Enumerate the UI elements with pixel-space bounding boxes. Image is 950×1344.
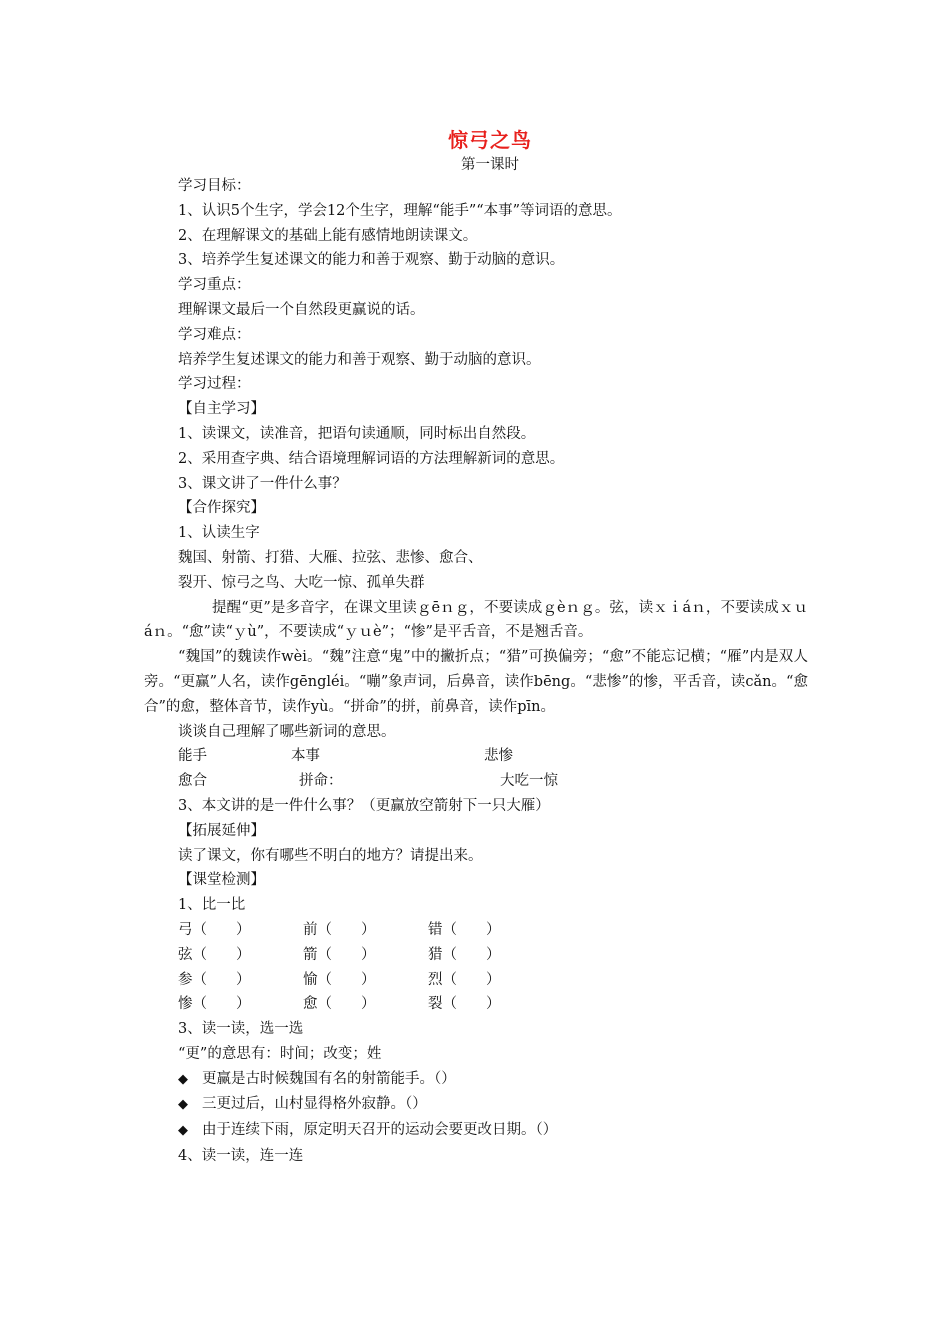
self-study-item: 2、采用查字典、结合语境理解词语的方法理解新词的意思。 [178,450,565,467]
key-point: 理解课文最后一个自然段更赢说的话。 [178,301,425,318]
compare-cell: 箭（ ） [303,946,376,963]
diamond-bullet-icon: ◆ [178,1071,188,1087]
section-heading: 学习重点： [178,277,251,294]
coop-item: 1、认读生字 [178,525,260,542]
compare-row [144,918,808,943]
choice-text: 更赢是古时候魏国有名的射箭能手。（） [202,1070,456,1087]
exercise-heading: 4、读一读，连一连 [178,1148,304,1165]
document-body [144,174,808,1169]
vocab-word: 大吃一惊 [500,773,558,790]
vocab-word: 悲惨 [484,748,513,765]
discussion-prompt: 谈谈自己理解了哪些新词的意思。 [178,723,396,740]
compare-row [144,992,808,1017]
compare-cell: 弦（ ） [178,946,251,963]
vocab-row [144,769,808,794]
difficulty: 培养学生复述课文的能力和善于观察、勤于动脑的意识。 [178,351,541,368]
self-study-item: 1、读课文，读准音，把语句读通顺，同时标出自然段。 [178,425,536,442]
vocab-row [144,744,808,769]
compare-cell: 愉（ ） [303,971,376,988]
choice-item [144,1092,808,1118]
compare-cell: 惨（ ） [178,996,251,1013]
notes-paragraph: “魏国”的魏读作wèi。“魏”注意“鬼”中的撇折点；“猎”可换偏旁；“愈”不能忘记横；“雁”内是双人旁。“更赢”人名，读作gēngléi。“嘣”象声词，后鼻音，读作bēng。“悲惨”的惨，平舌音，读cǎn。“愈合”的愈，整体音节，读作yù。“拼命”的拼，前鼻音，读作pīn。 [144,649,808,715]
word-list: 魏国、射箭、打猎、大雁、拉弦、悲惨、愈合、 [178,549,483,566]
compare-row [144,968,808,993]
compare-row [144,943,808,968]
goal-item: 1、认识5个生字，学会12个生字，理解“能手”“本事”等词语的意思。 [178,202,622,219]
reminder-paragraph: 提醒“更”是多音字，在课文里读ｇēｎｇ，不要读成ｇèｎｇ。弦，读ｘｉáｎ，不要读成ｘｕáｎ。“愈”读“ｙù”，不要读成“ｙｕè”；“惨”是平舌音，不是翘舌音。 [144,599,808,641]
section-heading: 学习过程： [178,376,251,393]
section-heading: 【课堂检测】 [178,872,265,889]
vocab-word: 拼命： [299,773,343,790]
vocab-word: 能手 [178,748,207,765]
document-title: 惊弓之鸟 [448,128,532,152]
section-heading: 【合作探究】 [178,500,265,517]
choice-item [144,1118,808,1144]
meaning-options: “更”的意思有：时间；改变；姓 [178,1045,382,1062]
section-heading: 学习难点： [178,326,251,343]
compare-cell: 弓（ ） [178,921,251,938]
summary-question: 3、本文讲的是一件什么事？（更赢放空箭射下一只大雁） [178,797,550,814]
compare-cell: 参（ ） [178,971,251,988]
goal-item: 3、培养学生复述课文的能力和善于观察、勤于动脑的意识。 [178,252,565,269]
choice-text: 三更过后，山村显得格外寂静。（） [202,1096,427,1113]
choice-text: 由于连续下雨，原定明天召开的运动会要更改日期。（） [202,1122,558,1139]
section-heading: 【自主学习】 [178,401,265,418]
vocab-word: 愈合 [178,773,207,790]
section-heading: 学习目标： [178,178,251,194]
word-list: 裂开、惊弓之鸟、大吃一惊、孤单失群 [178,574,425,591]
document-subtitle: 第一课时 [461,157,519,173]
vocab-word: 本事 [291,748,320,765]
exercise-heading: 1、比一比 [178,897,246,914]
diamond-bullet-icon: ◆ [178,1097,188,1113]
compare-cell: 错（ ） [428,921,501,938]
compare-cell: 烈（ ） [428,971,501,988]
goal-item: 2、在理解课文的基础上能有感情地朗读课文。 [178,227,478,244]
exercise-heading: 3、读一读，选一选 [178,1021,304,1038]
section-heading: 【拓展延伸】 [178,822,265,839]
choice-item [144,1067,808,1093]
compare-cell: 愈（ ） [303,996,376,1013]
compare-cell: 前（ ） [303,921,376,938]
self-study-item: 3、课文讲了一件什么事？ [178,475,347,492]
compare-cell: 裂（ ） [428,996,501,1013]
compare-cell: 猎（ ） [428,946,501,963]
diamond-bullet-icon: ◆ [178,1123,188,1139]
extension-prompt: 读了课文，你有哪些不明白的地方？请提出来。 [178,847,483,864]
